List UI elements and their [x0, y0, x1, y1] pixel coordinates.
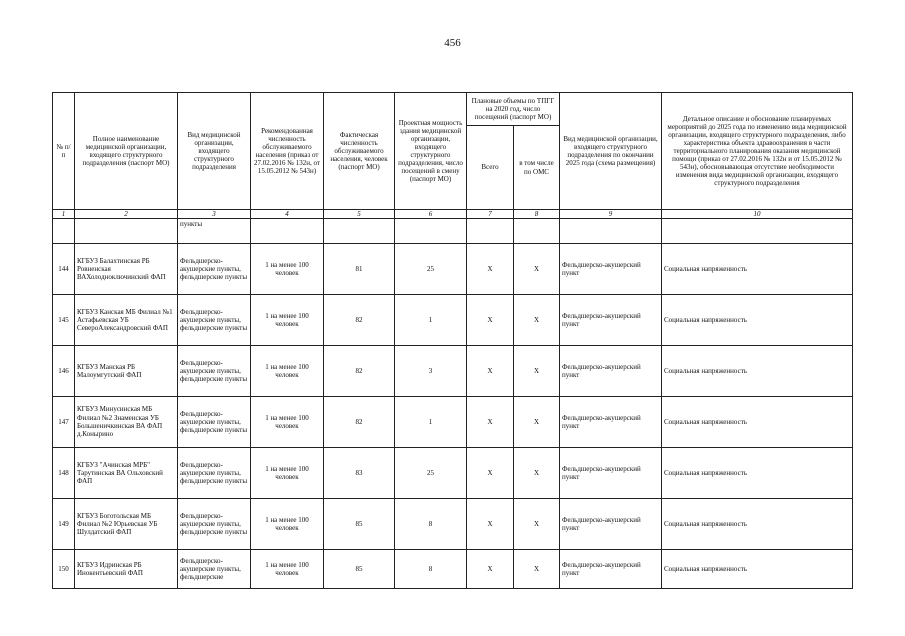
design-capacity: 1	[395, 295, 467, 346]
recommended-population: 1 на менее 100 человек	[251, 397, 324, 448]
org-name: КГБУЗ Минусинская МБ Филиал №2 Знаменская УБ Большеничкинская ВА ФАП д.Конырино	[75, 397, 178, 448]
org-name: КГБУЗ Боготольская МБ Филиал №2 Юрьевская УБ Шулдатский ФАП	[75, 499, 178, 550]
org-type: Фельдшерско-акушерские пункты, фельдшерские	[178, 550, 251, 589]
row-number: 146	[53, 346, 75, 397]
description: Социальная напряженность	[662, 499, 853, 550]
table-row	[53, 448, 853, 499]
type-2025: Фельдшерско-акушерский пункт	[560, 448, 662, 499]
recommended-population: 1 на менее 100 человек	[251, 295, 324, 346]
header-type-2025: Вид медицинской организации, входящего структурного подразделения по окончании 2025 года (схема размещения)	[560, 93, 662, 210]
row-number: 150	[53, 550, 75, 589]
description: Социальная напряженность	[662, 295, 853, 346]
header-number: № п/п	[53, 93, 75, 210]
org-name: КГБУЗ Идринская РБ Инокентьевский ФАП	[75, 550, 178, 589]
design-capacity: 3	[395, 346, 467, 397]
description: Социальная напряженность	[662, 244, 853, 295]
planned-total: Х	[467, 550, 514, 589]
column-number: 1	[53, 210, 75, 219]
row-number: 149	[53, 499, 75, 550]
page-number: 456	[444, 37, 461, 49]
org-name: КГБУЗ "Ачинская МРБ" Тарутинская ВА Ольховский ФАП	[75, 448, 178, 499]
actual-population: 81	[324, 244, 395, 295]
recommended-population: 1 на менее 100 человек	[251, 499, 324, 550]
description: Социальная напряженность	[662, 550, 853, 589]
design-capacity: 8	[395, 550, 467, 589]
org-type: Фельдшерско-акушерские пункты, фельдшерские пункты	[178, 244, 251, 295]
recommended-population: 1 на менее 100 человек	[251, 448, 324, 499]
org-name: КГБУЗ Канская МБ Филиал №1 Астафьевская УБ СевероАлександровский ФАП	[75, 295, 178, 346]
header-org-name: Полное наименование медицинской организации, входящего структурного подразделения (паспорт МО)	[75, 93, 178, 210]
planned-total: Х	[467, 295, 514, 346]
actual-population: 83	[324, 448, 395, 499]
actual-population: 82	[324, 397, 395, 448]
planned-oms: Х	[514, 244, 560, 295]
header-description: Детальное описание и обоснование планируемых мероприятий до 2025 года по изменению вида медицинской организации, входящего структурного подразделения, либо характеристика объекта здравоохранения в части территориального планирования оказания медицинской помощи (приказ от 27.02.2016 № 132н и от 15.05.2012 № 543н), обосновывающая отсутствие необходимости изменения вида медицинской организации, входящего структурного подразделения	[662, 93, 853, 210]
org-type: Фельдшерско-акушерские пункты, фельдшерские пункты	[178, 448, 251, 499]
type-2025: Фельдшерско-акушерский пункт	[560, 244, 662, 295]
table-row	[53, 550, 853, 589]
planned-total: Х	[467, 397, 514, 448]
org-name: КГБУЗ Манская РБ Малоумгутский ФАП	[75, 346, 178, 397]
column-number: 3	[178, 210, 251, 219]
planned-oms: Х	[514, 295, 560, 346]
header-design-capacity: Проектная мощность здания медицинской организации, входящего структурного подразделения, число посещений в смену (паспорт МО)	[395, 93, 467, 210]
header-planned-volumes: Плановые объемы по ТПГГ на 2020 год, число посещений (паспорт МО)	[467, 93, 560, 126]
design-capacity: 25	[395, 244, 467, 295]
type-2025: Фельдшерско-акушерский пункт	[560, 550, 662, 589]
header-total: Всего	[467, 126, 514, 210]
header-org-type: Вид медицинской организации, входящего структурного подразделения	[178, 93, 251, 210]
column-number: 4	[251, 210, 324, 219]
column-number: 5	[324, 210, 395, 219]
planned-oms: Х	[514, 346, 560, 397]
planned-oms: Х	[514, 499, 560, 550]
planned-total: Х	[467, 244, 514, 295]
actual-population: 82	[324, 346, 395, 397]
type-2025: Фельдшерско-акушерский пункт	[560, 397, 662, 448]
row-number: 144	[53, 244, 75, 295]
column-number: 8	[514, 210, 560, 219]
row-number: 148	[53, 448, 75, 499]
header-oms: в том числе по ОМС	[514, 126, 560, 210]
column-number: 6	[395, 210, 467, 219]
table-row	[53, 397, 853, 448]
type-2025: Фельдшерско-акушерский пункт	[560, 499, 662, 550]
design-capacity: 1	[395, 397, 467, 448]
row-number: 147	[53, 397, 75, 448]
table-row	[53, 295, 853, 346]
planned-total: Х	[467, 448, 514, 499]
org-type: Фельдшерско-акушерские пункты, фельдшерские пункты	[178, 499, 251, 550]
table-row	[53, 244, 853, 295]
table-row	[53, 499, 853, 550]
planned-oms: Х	[514, 550, 560, 589]
row-number: 145	[53, 295, 75, 346]
design-capacity: 8	[395, 499, 467, 550]
type-2025: Фельдшерско-акушерский пункт	[560, 295, 662, 346]
type-2025: Фельдшерско-акушерский пункт	[560, 346, 662, 397]
header-recommended-population: Рекомендованная численность обслуживаемого населения (приказ от 27.02.2016 № 132н, от 15.05.2012 № 543н)	[251, 93, 324, 210]
facilities-table	[52, 92, 853, 589]
planned-oms: Х	[514, 397, 560, 448]
continuation-row	[53, 219, 853, 244]
planned-total: Х	[467, 499, 514, 550]
description: Социальная напряженность	[662, 346, 853, 397]
recommended-population: 1 на менее 100 человек	[251, 244, 324, 295]
header-actual-population: Фактическая численность обслуживаемого населения, человек (паспорт МО)	[324, 93, 395, 210]
column-number: 9	[560, 210, 662, 219]
description: Социальная напряженность	[662, 397, 853, 448]
column-numbering-row	[53, 210, 853, 219]
recommended-population: 1 на менее 100 человек	[251, 346, 324, 397]
table-row	[53, 346, 853, 397]
actual-population: 85	[324, 550, 395, 589]
planned-total: Х	[467, 346, 514, 397]
org-type: Фельдшерско-акушерские пункты, фельдшерские пункты	[178, 346, 251, 397]
actual-population: 82	[324, 295, 395, 346]
column-number: 10	[662, 210, 853, 219]
actual-population: 85	[324, 499, 395, 550]
continuation-text: пункты	[178, 219, 251, 244]
column-number: 7	[467, 210, 514, 219]
org-name: КГБУЗ Балахтинская РБ Ровненская ВАХолодноключинский ФАП	[75, 244, 178, 295]
org-type: Фельдшерско-акушерские пункты, фельдшерские пункты	[178, 295, 251, 346]
org-type: Фельдшерско-акушерские пункты, фельдшерские пункты	[178, 397, 251, 448]
description: Социальная напряженность	[662, 448, 853, 499]
header-row	[53, 93, 853, 126]
column-number: 2	[75, 210, 178, 219]
design-capacity: 25	[395, 448, 467, 499]
planned-oms: Х	[514, 448, 560, 499]
recommended-population: 1 на менее 100 человек	[251, 550, 324, 589]
